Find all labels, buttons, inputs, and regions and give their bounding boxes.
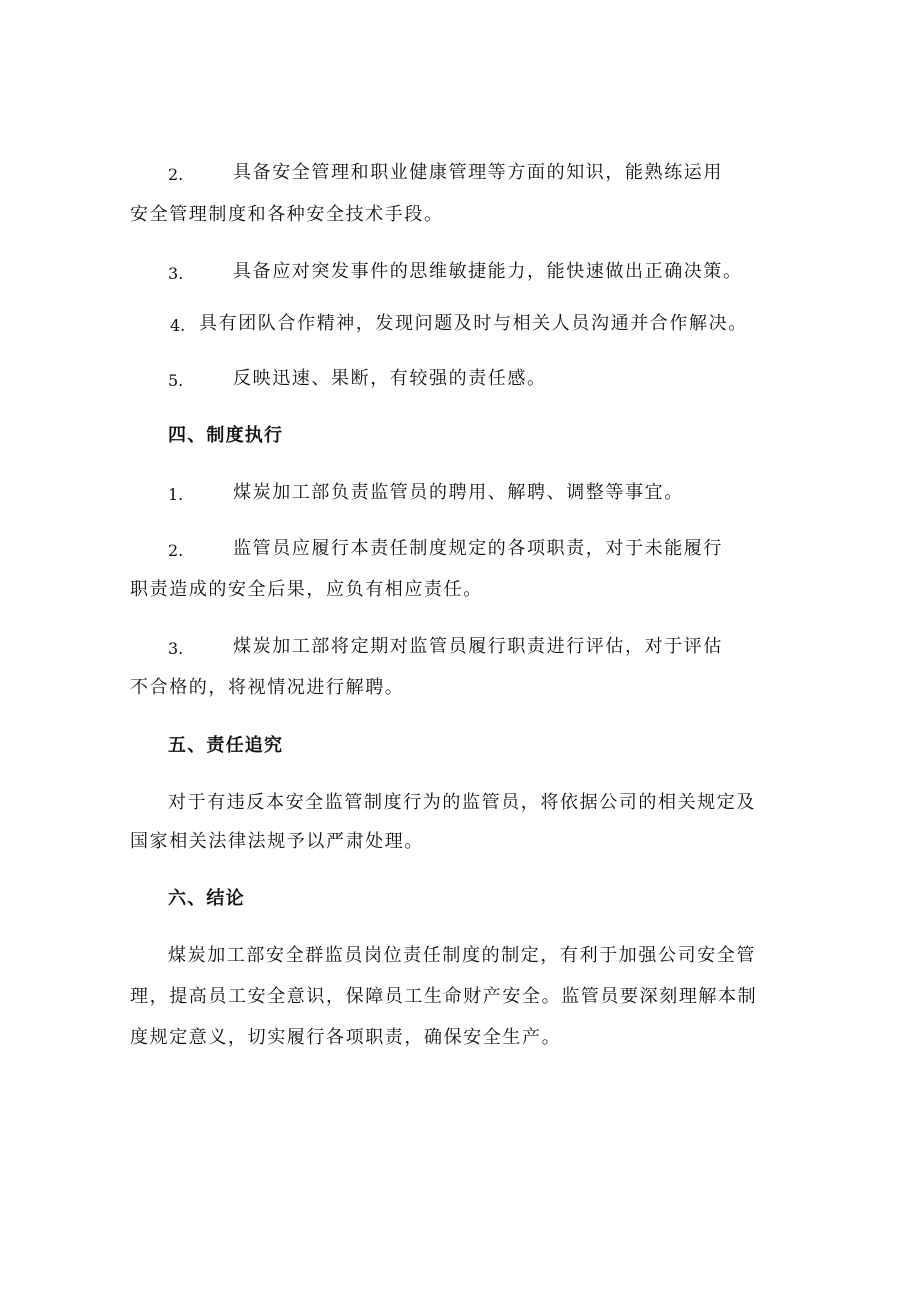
item-number: 3. — [168, 264, 184, 283]
item-text-continued: 职责造成的安全后果，应负有相应责任。 — [130, 579, 483, 600]
section-heading: 六、结论 — [168, 888, 245, 909]
item-text: 监管员应履行本责任制度规定的各项职责，对于未能履行 — [233, 538, 723, 559]
item-number: 4. — [170, 316, 186, 335]
section-heading: 五、责任追究 — [168, 735, 284, 756]
paragraph-line: 理，提高员工安全意识，保障员工生命财产安全。监管员要深刻理解本制 — [130, 986, 758, 1007]
paragraph-line: 煤炭加工部安全群监员岗位责任制度的制定，有利于加强公司安全管 — [168, 945, 756, 966]
item-number: 5. — [168, 371, 184, 390]
item-text: 具备应对突发事件的思维敏捷能力，能快速做出正确决策。 — [233, 261, 743, 282]
item-text-continued: 安全管理制度和各种安全技术手段。 — [130, 204, 444, 225]
item-text: 反映迅速、果断，有较强的责任感。 — [233, 368, 547, 389]
item-text: 煤炭加工部将定期对监管员履行职责进行评估，对于评估 — [233, 636, 723, 657]
item-number: 1. — [168, 485, 184, 504]
paragraph-line: 度规定意义，切实履行各项职责，确保安全生产。 — [130, 1027, 562, 1048]
item-number: 3. — [168, 639, 184, 658]
item-text: 煤炭加工部负责监管员的聘用、解聘、调整等事宜。 — [233, 482, 684, 503]
paragraph-line: 对于有违反本安全监管制度行为的监管员，将依据公司的相关规定及 — [168, 792, 756, 813]
section-heading: 四、制度执行 — [168, 425, 284, 446]
item-text: 具有团队合作精神，发现问题及时与相关人员沟通并合作解决。 — [199, 313, 748, 334]
paragraph-line: 国家相关法律法规予以严肃处理。 — [130, 831, 424, 852]
item-text: 具备安全管理和职业健康管理等方面的知识，能熟练运用 — [233, 162, 723, 183]
item-number: 2. — [168, 165, 184, 184]
item-text-continued: 不合格的，将视情况进行解聘。 — [130, 677, 405, 698]
item-number: 2. — [168, 541, 184, 560]
